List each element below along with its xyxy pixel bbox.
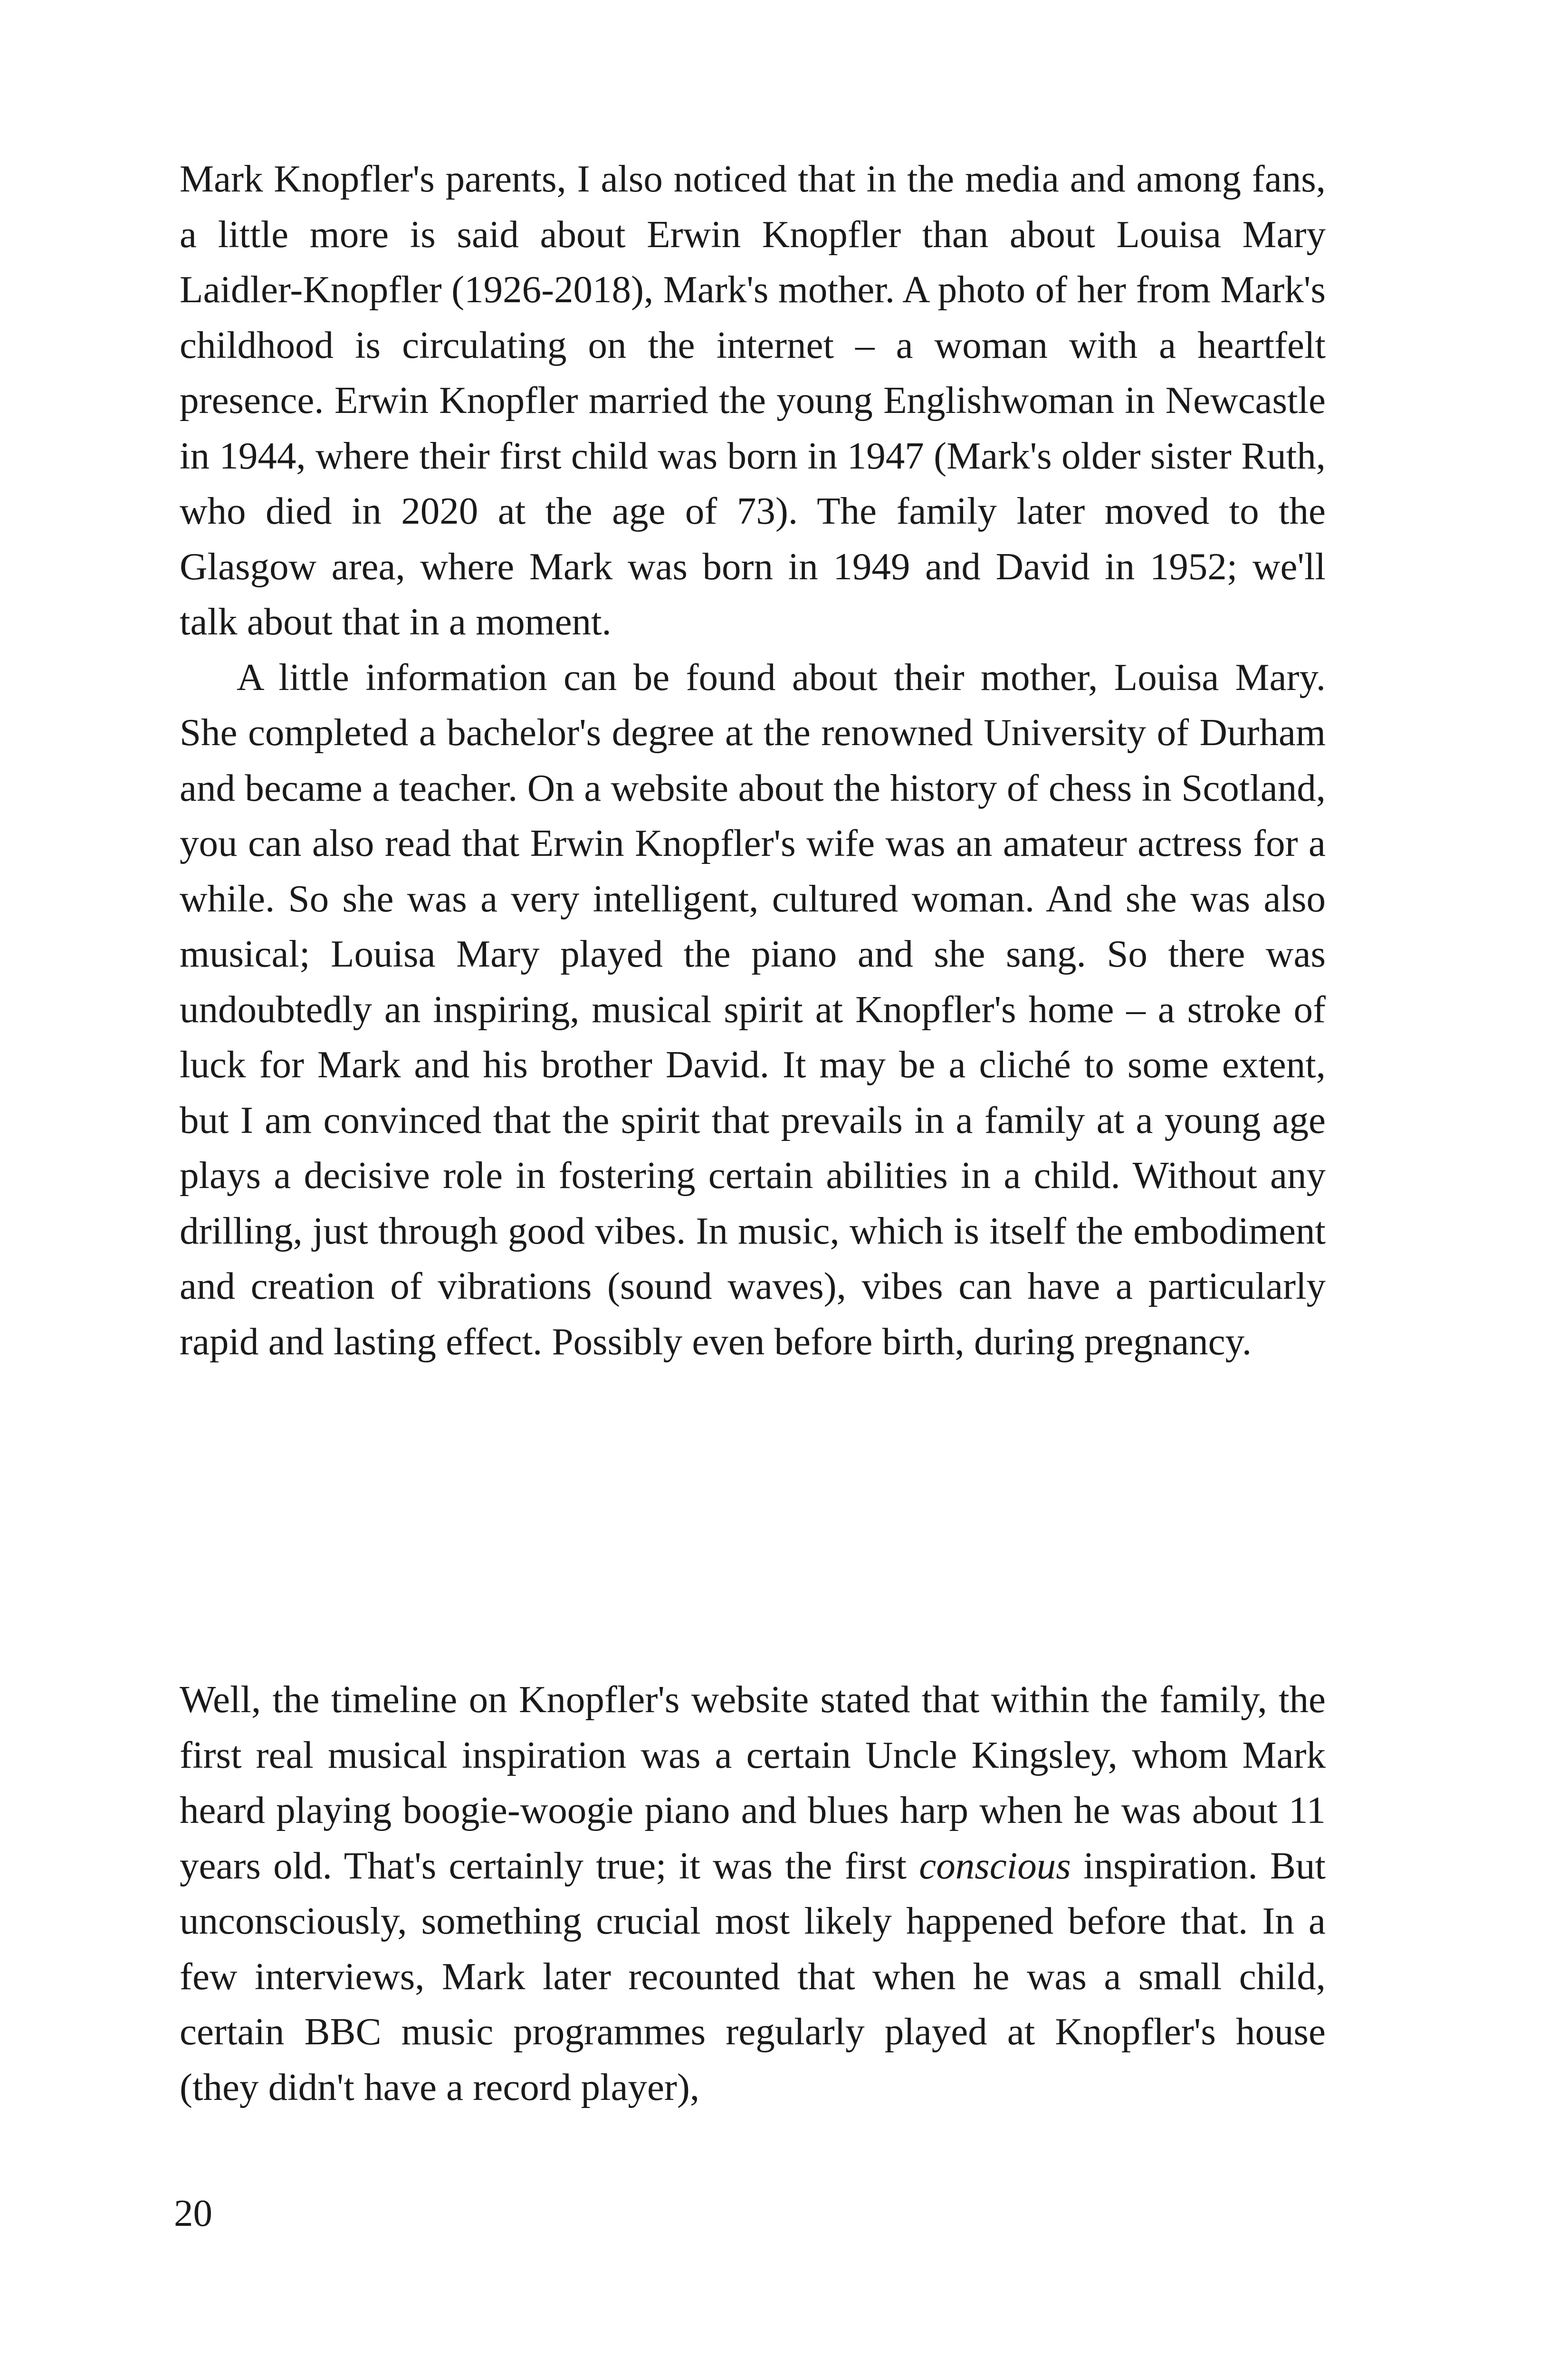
paragraph-timeline-start: Well, the timeline on Knopfler's website stated that within the family, the first real musical inspiration was a certain Uncle Kingsley, whom Mark heard playing boogie-woogie piano and blues harp when he was about 11 years old. That's certainly true; it was the first <box>180 1678 1326 1887</box>
page-body-top <box>180 151 1326 1369</box>
paragraph-timeline <box>180 1672 1326 2115</box>
emphasis-conscious: conscious <box>919 1844 1071 1887</box>
paragraph-parents: Mark Knopfler's parents, I also noticed that in the media and among fans, a little more is said about Erwin Knopfler than about Louisa Mary Laidler-Knopfler (1926-2018), Mark's mother. A photo of her from Mark's childhood is circulating on the internet – a woman with a heartfelt presence. Erwin Knopfler married the young Englishwoman in Newcastle in 1944, where their first child was born in 1947 (Mark's older sister Ruth, who died in 2020 at the age of 73). The family later moved to the Glasgow area, where Mark was born in 1949 and David in 1952; we'll talk about that in a moment. <box>180 157 1326 643</box>
page-body-bottom <box>180 1672 1326 2115</box>
paragraph-timeline-end: inspiration. But unconsciously, something crucial most likely happened before that. In a few interviews, Mark later recounted that when he was a small child, certain BBC music programmes regularly played at Knopfler's house (they didn't have a record player), <box>180 1844 1326 2108</box>
paragraph-mother: A little information can be found about their mother, Louisa Mary. She completed a bachelor's degree at the renowned University of Durham and became a teacher. On a website about the history of chess in Scotland, you can also read that Erwin Knopfler's wife was an amateur actress for a while. So she was a very intelligent, cultured woman. And she was also musical; Louisa Mary played the piano and she sang. So there was undoubtedly an inspiring, musical spirit at Knopfler's home – a stroke of luck for Mark and his brother David. It may be a cliché to some extent, but I am convinced that the spirit that prevails in a family at a young age plays a decisive role in fostering certain abilities in a child. Without any drilling, just through good vibes. In music, which is itself the embodiment and creation of vibrations (sound waves), vibes can have a particularly rapid and lasting effect. Possibly even before birth, during pregnancy. <box>180 655 1326 1363</box>
page-number: 20 <box>174 2192 212 2234</box>
